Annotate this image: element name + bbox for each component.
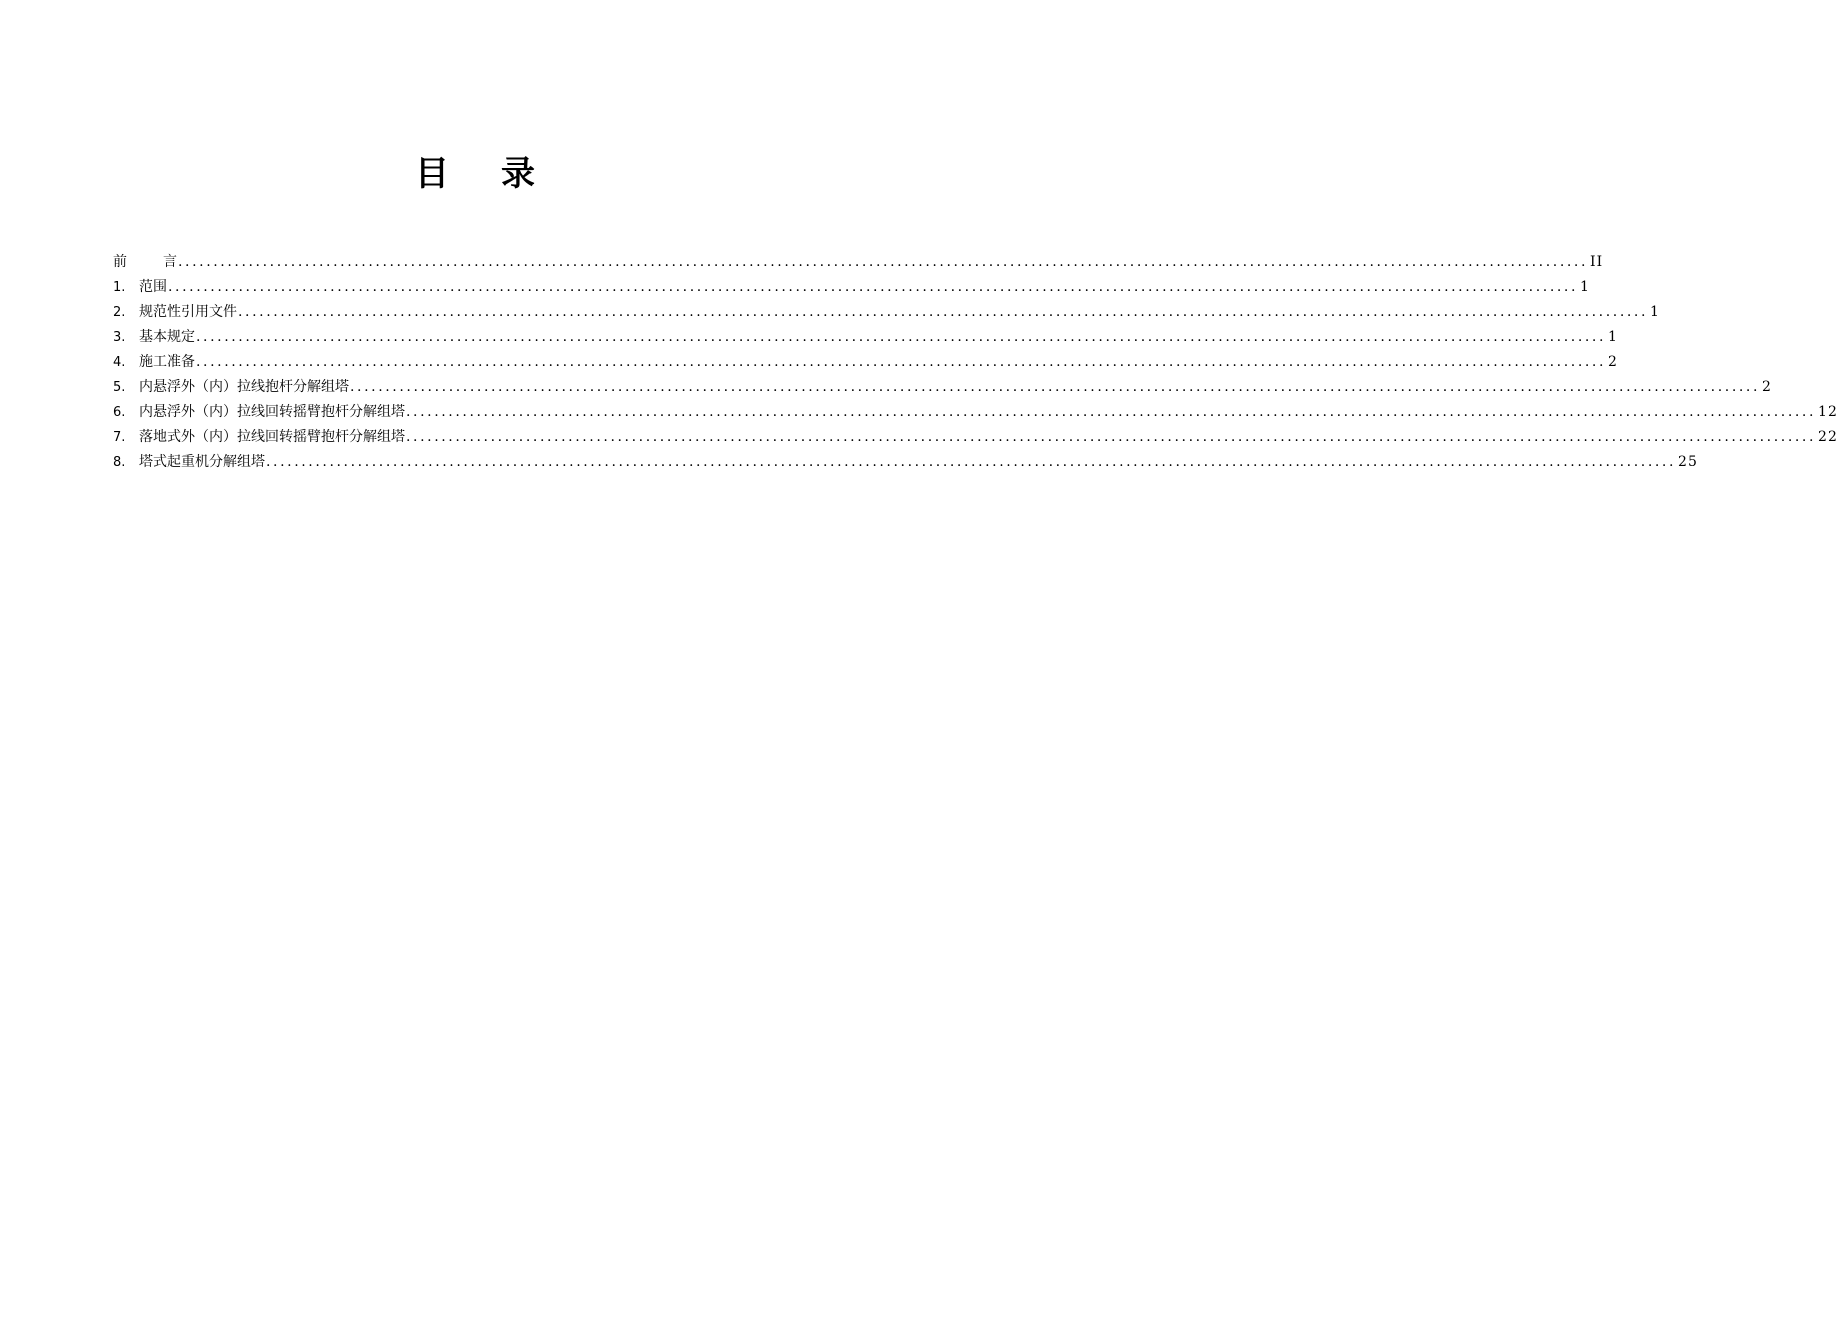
dot-leader: ........................................................................................................................................................................................................	[406, 429, 1817, 445]
toc-entry-label: 施工准备	[139, 354, 195, 370]
toc-entry-7[interactable]	[113, 425, 1838, 450]
toc-entry-page: 22	[1818, 429, 1838, 445]
dot-leader: ........................................................................................................................................................................................................	[238, 304, 1649, 320]
toc-entry-8[interactable]	[113, 450, 1698, 475]
toc-entry-label: 内悬浮外（内）拉线抱杆分解组塔	[139, 379, 349, 395]
toc-entry-page: 25	[1678, 454, 1698, 470]
dot-leader: ........................................................................................................................................................................................................	[196, 354, 1607, 370]
toc-entry-5[interactable]	[113, 375, 1772, 400]
toc-entry-page: II	[1590, 254, 1604, 270]
toc-entry-label	[113, 250, 177, 275]
toc-entry-number: 4.	[113, 355, 126, 370]
toc-entry-foreword[interactable]	[113, 250, 1604, 275]
toc-entry-label-char: 言	[163, 254, 177, 270]
toc-entry-4[interactable]	[113, 350, 1618, 375]
toc-entry-3[interactable]	[113, 325, 1618, 350]
toc-entry-number: 2.	[113, 305, 126, 320]
dot-leader: ........................................................................................................................................................................................................	[168, 279, 1579, 295]
toc-entry-label: 塔式起重机分解组塔	[139, 454, 265, 470]
toc-entry-number: 8.	[113, 455, 126, 470]
toc-entry-page: 1	[1608, 329, 1618, 345]
toc-entry-label: 内悬浮外（内）拉线回转摇臂抱杆分解组塔	[139, 404, 405, 420]
toc-entry-page: 2	[1608, 354, 1618, 370]
dot-leader: ........................................................................................................................................................................................................	[196, 329, 1607, 345]
toc-entry-page: 1	[1650, 304, 1660, 320]
toc-entry-number: 1.	[113, 280, 126, 295]
toc-entry-number: 5.	[113, 380, 126, 395]
toc-entry-2[interactable]	[113, 300, 1660, 325]
toc-entry-page: 1	[1580, 279, 1590, 295]
toc-entry-number: 3.	[113, 330, 126, 345]
toc-entry-1[interactable]	[113, 275, 1590, 300]
toc-entry-label-char: 前	[113, 254, 127, 270]
toc-title	[0, 151, 950, 197]
toc-entry-6[interactable]	[113, 400, 1838, 425]
toc-entry-number: 7.	[113, 430, 126, 445]
toc-title-char-2: 录	[501, 153, 535, 194]
toc-list	[113, 250, 1838, 475]
dot-leader: ........................................................................................................................................................................................................	[266, 454, 1677, 470]
toc-entry-label: 规范性引用文件	[139, 304, 237, 320]
toc-entry-label: 基本规定	[139, 329, 195, 345]
dot-leader: ........................................................................................................................................................................................................	[178, 254, 1589, 270]
toc-entry-page: 12	[1818, 404, 1838, 420]
dot-leader: ........................................................................................................................................................................................................	[406, 404, 1817, 420]
toc-entry-label: 落地式外（内）拉线回转摇臂抱杆分解组塔	[139, 429, 405, 445]
toc-entry-label: 范围	[139, 279, 167, 295]
toc-entry-page: 2	[1762, 379, 1772, 395]
toc-title-char-1: 目	[415, 153, 449, 194]
dot-leader: ........................................................................................................................................................................................................	[350, 379, 1761, 395]
toc-entry-number: 6.	[113, 405, 126, 420]
